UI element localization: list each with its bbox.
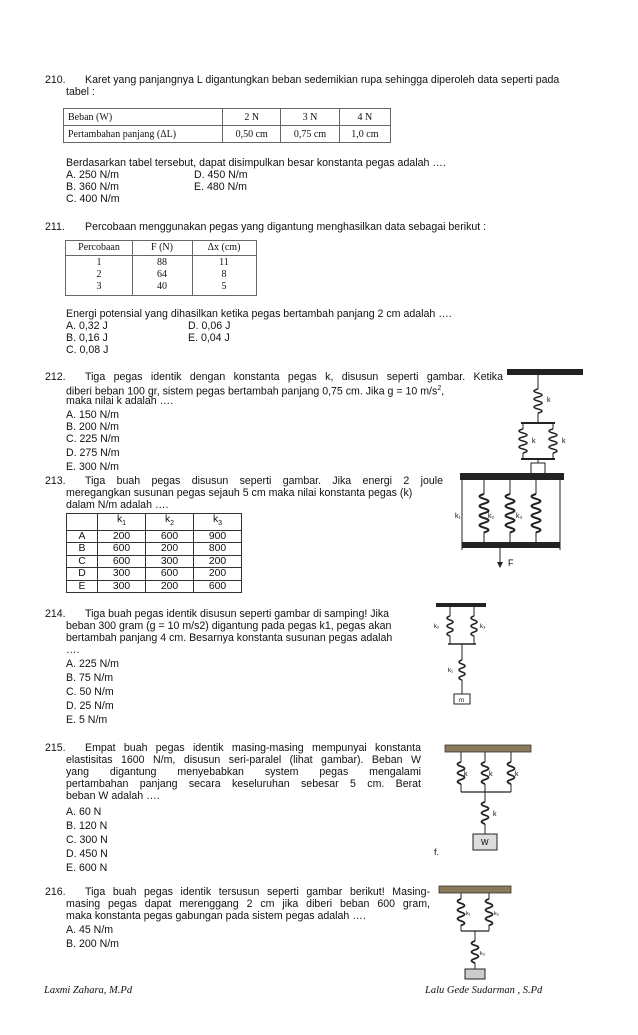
table-cell: 1,0 cm <box>339 126 390 143</box>
q211-option-b: B. 0,16 J <box>66 332 108 344</box>
q210-stem-line2: tabel : <box>66 86 95 98</box>
q214-option-a: A. 225 N/m <box>66 658 119 670</box>
table-cell: Pertambahan panjang (ΔL) <box>64 126 223 143</box>
q213-stem-line1: Tiga buah pegas disusun seperti gambar. Jika energi 2 joule <box>85 475 443 487</box>
q213-number: 213. <box>45 475 66 487</box>
q214-stem-line2: beban 300 gram (g = 10 m/s2) digantung pada pegas k1, pegas akan <box>66 620 392 632</box>
table-cell: 64 <box>157 269 167 280</box>
text: 2 <box>437 385 442 392</box>
q212-spring-figure <box>505 365 585 477</box>
spring-label: k <box>493 811 497 818</box>
spring-k4 <box>482 802 489 824</box>
q214-option-d: D. 25 N/m <box>66 700 114 712</box>
table-row <box>64 109 391 126</box>
table-row <box>67 580 242 593</box>
load-block <box>465 969 485 979</box>
q210-option-b: B. 360 N/m <box>66 181 119 193</box>
q214-option-c: C. 50 N/m <box>66 686 114 698</box>
q215-stem-line4: pertambahan panjang secara keseluruhan sebesar 5 cm. Berat <box>66 778 421 790</box>
text: k <box>164 514 171 525</box>
table-row <box>67 568 242 581</box>
q211-option-e: E. 0,04 J <box>188 332 230 344</box>
q210-option-d: D. 450 N/m <box>194 169 248 181</box>
table-column <box>66 257 132 293</box>
q212-stem-line3: maka nilai k adalah …. <box>66 395 174 407</box>
table-column <box>132 257 192 293</box>
spring-k1 <box>459 660 465 680</box>
spring-left <box>519 429 527 453</box>
table-header: Δx (cm) <box>207 242 241 253</box>
text: A <box>67 530 98 543</box>
q214-option-b: B. 75 N/m <box>66 672 114 684</box>
spring-label: k₃ <box>480 951 485 957</box>
spring-k3 <box>508 762 515 784</box>
q212-number: 212. <box>45 371 66 383</box>
q216-spring-figure <box>437 885 513 983</box>
table-row <box>67 555 242 568</box>
spring-k3 <box>532 494 541 532</box>
q213-spring-figure <box>452 470 570 575</box>
text: 900 <box>194 530 242 543</box>
text: k <box>212 514 219 525</box>
spring-label: k <box>547 397 551 404</box>
spring-k2 <box>506 494 515 532</box>
text: , <box>441 385 445 398</box>
spring-label: k₃ <box>516 513 523 520</box>
q212-option-b: B. 200 N/m <box>66 421 119 433</box>
spring-k3 <box>471 616 477 636</box>
table-row <box>67 543 242 556</box>
text: 200 <box>194 568 242 581</box>
text: 200 <box>194 555 242 568</box>
spring-right <box>549 429 557 453</box>
spring-label: k <box>532 438 536 445</box>
weight-label: W <box>481 838 489 847</box>
q215-stem-line1: Empat buah pegas identik masing-masing mempunyai konstanta <box>85 742 421 754</box>
q211-table <box>65 240 257 296</box>
q212-option-c: C. 225 N/m <box>66 433 120 445</box>
table-cell: 0,50 cm <box>223 126 281 143</box>
spring-label: k <box>489 771 493 778</box>
table-header: Percobaan <box>78 242 120 253</box>
table-header: F (N) <box>151 242 173 253</box>
spring-top <box>534 389 542 413</box>
spring-k2 <box>482 762 489 784</box>
text: k <box>116 514 123 525</box>
q211-option-d: D. 0,06 J <box>188 320 231 332</box>
table-cell: 40 <box>157 281 167 292</box>
q214-number: 214. <box>45 608 66 620</box>
table-cell: 5 <box>221 281 227 292</box>
q212-stem-line1: Tiga pegas identik dengan konstanta pegas k, disusun seperti gambar. Ketika <box>85 371 503 383</box>
q210-option-e: E. 480 N/m <box>194 181 247 193</box>
table-column <box>192 257 256 293</box>
text: 600 <box>146 530 194 543</box>
force-arrow <box>497 562 503 568</box>
text: E <box>67 580 98 593</box>
table-cell: 1 <box>96 257 102 268</box>
footer-right-author: Lalu Gede Sudarman , S.Pd <box>425 985 543 996</box>
q213-stem-line3: dalam N/m adalah …. <box>66 499 169 511</box>
table-cell: 88 <box>157 257 167 268</box>
q215-number: 215. <box>45 742 66 754</box>
table-row <box>64 126 391 143</box>
text: 1 <box>122 520 127 528</box>
spring-label: k <box>515 771 519 778</box>
ceiling-bar <box>436 603 486 607</box>
spring-label: k₁ <box>448 668 454 674</box>
spring-k2 <box>486 899 493 925</box>
spring-label: k₂ <box>494 911 499 917</box>
q214-stem-line1: Tiga buah pegas identik disusun seperti gambar di samping! Jika <box>85 608 390 620</box>
table-header-k1 <box>98 514 146 531</box>
table-cell: 4 N <box>339 109 390 126</box>
q210-option-c: C. 400 N/m <box>66 193 120 205</box>
q211-option-c: C. 0,08 J <box>66 344 109 356</box>
q215-figure-corner-label: f. <box>434 847 440 857</box>
spring-label: k₂ <box>434 624 440 630</box>
table-divider <box>66 255 256 256</box>
q210-stem-line1: Karet yang panjangnya L digantungkan beban sedemikian rupa sehingga diperoleh data seperti pada <box>85 74 560 86</box>
spring-label: k <box>562 438 566 445</box>
q210-question: Berdasarkan tabel tersebut, dapat disimpulkan besar konstanta pegas adalah …. <box>66 157 446 169</box>
spring-k2 <box>447 616 453 636</box>
text: 300 <box>98 580 146 593</box>
spring-k3 <box>472 941 479 963</box>
q215-option-c: C. 300 N <box>66 834 108 846</box>
table-cell: 3 <box>96 281 102 292</box>
table-cell: 3 N <box>281 109 339 126</box>
q216-number: 216. <box>45 886 66 898</box>
spring-label: k₃ <box>480 624 486 630</box>
mass-label: m <box>459 698 464 704</box>
text: 600 <box>98 555 146 568</box>
q216-stem-line1: Tiga buah pegas identik tersusun seperti gambar berikut! Masing- <box>85 886 430 898</box>
text: diberi beban 100 gr, sistem pegas bertambah panjang 0,75 cm. Jika g = 10 m/s <box>66 385 438 398</box>
text: C <box>67 555 98 568</box>
q216-stem-line3: maka konstanta pegas gabungan pada sistem pegas adalah …. <box>66 910 366 922</box>
table-row <box>67 530 242 543</box>
q216-option-b: B. 200 N/m <box>66 938 119 950</box>
q215-option-d: D. 450 N <box>66 848 108 860</box>
force-label: F <box>508 558 514 568</box>
table-header-k3 <box>194 514 242 531</box>
bottom-bar <box>462 542 560 548</box>
q212-option-d: D. 275 N/m <box>66 447 120 459</box>
ceiling-bar <box>460 473 564 480</box>
text: 200 <box>146 543 194 556</box>
q211-number: 211. <box>45 221 65 233</box>
q213-table <box>66 513 242 593</box>
text: 300 <box>146 555 194 568</box>
text: D <box>67 568 98 581</box>
text: 200 <box>98 530 146 543</box>
table-cell: 2 <box>96 269 102 280</box>
q215-option-b: B. 120 N <box>66 820 108 832</box>
spring-label: k₁ <box>466 911 471 917</box>
table-cell: Beban (W) <box>64 109 223 126</box>
table-header-k2 <box>146 514 194 531</box>
spring-label: k <box>464 771 468 778</box>
table-cell: 0,75 cm <box>281 126 339 143</box>
q214-stem-line3: bertambah panjang 4 cm. Besarnya konstanta susunan pegas adalah <box>66 632 393 644</box>
q211-stem: Percobaan menggunakan pegas yang digantung menghasilkan data sebagai berikut : <box>85 221 487 233</box>
text: B <box>67 543 98 556</box>
spring-k1 <box>458 899 465 925</box>
q215-option-a: A. 60 N <box>66 806 102 818</box>
q210-table <box>63 108 391 143</box>
q211-question: Energi potensial yang dihasilkan ketika pegas bertambah panjang 2 cm adalah …. <box>66 308 452 320</box>
q213-stem-line2: meregangkan susunan pegas sejauh 5 cm maka nilai konstanta pegas (k) <box>66 487 413 499</box>
q215-option-e: E. 600 N <box>66 862 108 874</box>
q216-stem-line2: masing pegas dapat merenggang 2 cm jika diberi beban 600 gram, <box>66 898 430 910</box>
q216-option-a: A. 45 N/m <box>66 924 114 936</box>
text: 300 <box>98 568 146 581</box>
spring-label: k₂ <box>488 513 495 520</box>
ceiling-bar <box>445 745 531 752</box>
q212-option-a: A. 150 N/m <box>66 409 119 421</box>
q214-stem-line4: …. <box>66 644 80 656</box>
q215-stem-line3: yang digantung menyebabkan system pegas mengalami <box>66 766 421 778</box>
q210-option-a: A. 250 N/m <box>66 169 119 181</box>
text: 2 <box>170 520 175 528</box>
q212-option-e: E. 300 N/m <box>66 461 119 473</box>
q210-number: 210. <box>45 74 66 86</box>
q215-spring-figure <box>443 744 533 856</box>
q215-stem-line5: beban W adalah …. <box>66 790 160 802</box>
text: 600 <box>194 580 242 593</box>
text: 600 <box>98 543 146 556</box>
ceiling-bar <box>507 369 583 375</box>
text: 3 <box>218 520 223 528</box>
spring-label: k₁ <box>455 513 461 520</box>
q215-stem-line2: elastisitas 1600 N/m, disusun seri-paralel (lihat gambar). Beban W <box>66 754 421 766</box>
footer-left-author: Laxmi Zahara, M.Pd <box>44 985 133 996</box>
text: 200 <box>146 580 194 593</box>
ceiling-bar <box>439 886 511 893</box>
text: 600 <box>146 568 194 581</box>
table-cell: 2 N <box>223 109 281 126</box>
q211-option-a: A. 0,32 J <box>66 320 108 332</box>
table-cell <box>67 514 98 531</box>
text: 800 <box>194 543 242 556</box>
q214-spring-figure <box>430 602 492 710</box>
q214-option-e: E. 5 N/m <box>66 714 108 726</box>
table-cell: 11 <box>219 257 229 268</box>
table-cell: 8 <box>221 269 227 280</box>
table-row <box>67 514 242 531</box>
